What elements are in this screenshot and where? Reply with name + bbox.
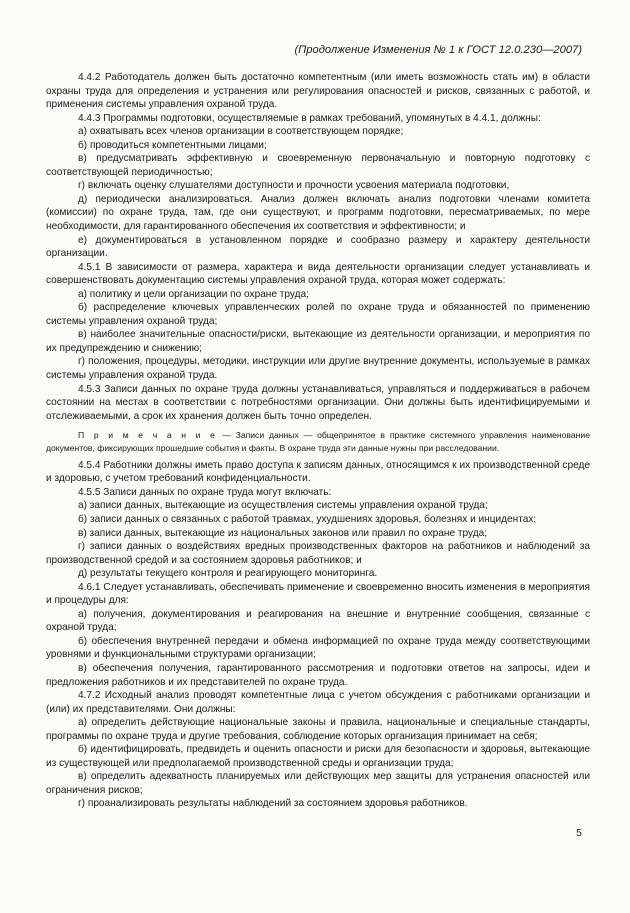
list-item: г) включать оценку слушателями доступности и прочности усвоения материала подготовки,	[78, 180, 510, 192]
list-item: а) определить действующие национальные законы и правила, национальные и специальные стандарты, программы по охране труда и другие требования, соблюдение которых организация принимает на себя;	[46, 717, 590, 742]
page-number: 5	[576, 827, 582, 839]
note-label: П р и м е ч а н и е	[78, 430, 218, 441]
list-item: б) идентифицировать, предвидеть и оценить опасности и риски для безопасности и здоровья, вытекающие из существующей или предполагаемой производственной среды и организации труда;	[46, 744, 590, 769]
list-item: б) обеспечения внутренней передачи и обмена информацией по охране труда между соответствующими уровнями и функциональными структурами организации;	[46, 635, 590, 661]
list-item: в) предусматривать эффективную и своевременную первоначальную и повторную подготовку с соответствующей периодичностью;	[46, 153, 590, 178]
list-item: а) политику и цели организации по охране труда;	[78, 288, 309, 300]
list-item: г) записи данных о воздействиях вредных производственных факторов на работников и наблюдений за производственной средой и за состоянием здоровья работников; и	[46, 541, 590, 566]
note	[46, 429, 590, 454]
list-item: б) записи данных о связанных с работой травмах, ухудшениях здоровья, болезнях и инцидентах;	[78, 514, 537, 525]
list-item: б) проводиться компетентными лицами;	[78, 139, 267, 151]
list-item: а) записи данных, вытекающие из осуществления системы управления охраной труда;	[78, 500, 488, 512]
paragraph-4-5-3: 4.5.3 Записи данных по охране труда должны устанавливаться, управляться и поддерживаться в рабочем состоянии на местах в соответствии с потребностями организации. Они должны быть идентифицируемыми и отслеживаемыми, а срок их хранения должен быть точно определен.	[46, 383, 590, 422]
list-item: а) получения, документирования и реагирования на внешние и внутренние сообщения, связанные с охраной труда;	[46, 608, 590, 634]
list-item: г) проанализировать результаты наблюдений за состоянием здоровья работников.	[78, 798, 468, 810]
list-item: е) документироваться в установленном порядке и сообразно размеру и характеру деятельности организации.	[46, 234, 590, 260]
list-item: в) определить адекватность планируемых или действующих мер защиты для устранения опасностей или ограничения рисков;	[46, 771, 590, 796]
paragraph-4-4-3: 4.4.3 Программы подготовки, осуществляемые в рамках требований, упомянутых в 4.4.1, должны:	[78, 112, 541, 124]
list-item: в) записи данных, вытекающие из национальных законов или правил по охране труда;	[78, 527, 488, 539]
list-item: б) распределение ключевых управленческих ролей по охране труда и обязанностей по применению системы управления охраной труда;	[46, 302, 590, 327]
paragraph-4-4-2: 4.4.2 Работодатель должен быть достаточно компетентным (или иметь возможность стать им) в области охраны труда для определения и устранения или регулирования опасностей и рисков, связанных с работой, и применения системы управления охраной труда.	[46, 72, 590, 111]
paragraph-4-5-5: 4.5.5 Записи данных по охране труда могут включать:	[78, 486, 332, 498]
note-text: — Записи данных — общепринятое в практике системного управления наименование документов, фиксирующих прошедшие события и факты. В охране труда эти данные нужны при расследовании.	[46, 430, 590, 453]
list-item: г) положения, процедуры, методики, инструкции или другие внутренние документы, используемые в рамках системы управления охраной труда.	[46, 356, 590, 382]
paragraph-4-6-1: 4.6.1 Следует устанавливать, обеспечивать применение и своевременно вносить изменения в мероприятия и процедуры для:	[46, 581, 590, 607]
list-item: а) охватывать всех членов организации в соответствующем порядке;	[78, 126, 404, 138]
list-item: д) периодически анализироваться. Анализ должен включать анализ подготовки членами комитета (комиссии) по охране труда, там, где они существуют, и программ подготовки, пересматриваемых, по мере необходимости, для гарантированного обеспечения их соответствия и эффективности; и	[46, 193, 590, 233]
list-item: в) обеспечения получения, гарантированного рассмотрения и подготовки ответов на запросы, идеи и предложения работников и их представителей по охране труда.	[46, 663, 590, 688]
paragraph-4-5-4: 4.5.4 Работники должны иметь право доступа к записям данных, относящимся к их производственной среде и здоровью, с учетом требований конфиденциальности.	[46, 459, 590, 485]
paragraph-4-5-1: 4.5.1 В зависимости от размера, характера и вида деятельности организации следует устанавливать и совершенствовать документацию системы управления охраной труда, которая может содержать:	[46, 261, 590, 287]
list-item: в) наиболее значительные опасности/риски, вытекающие из деятельности организации, и мероприятия по их предупреждению и снижению;	[46, 329, 590, 354]
list-item: д) результаты текущего контроля и реагирующего мониторинга.	[78, 568, 378, 580]
document-body	[46, 71, 590, 811]
page-header: (Продолжение Изменения № 1 к ГОСТ 12.0.230—2007)	[294, 44, 582, 56]
paragraph-4-7-2: 4.7.2 Исходный анализ проводят компетентные лица с учетом обсуждения с работниками организации и (или) их представителями. Они должны:	[46, 690, 590, 715]
